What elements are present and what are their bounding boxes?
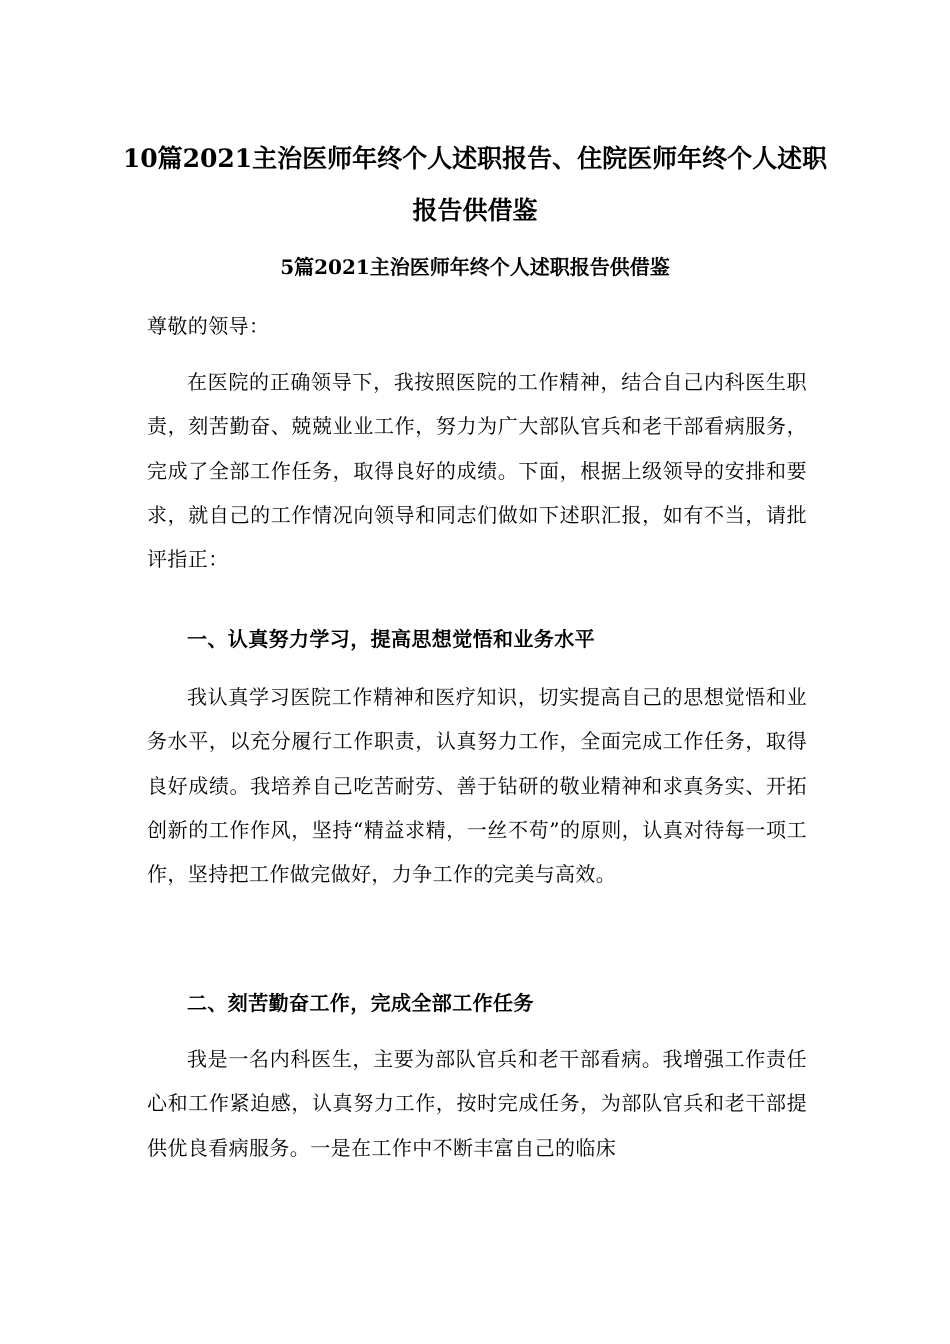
document-subtitle: 5篇2021主治医师年终个人述职报告供借鉴 [280, 255, 670, 279]
intro-paragraph: 在医院的正确领导下，我按照医院的工作精神，结合自己内科医生职责，刻苦勤奋、兢兢业业工作，努力为广大部队官兵和老干部看病服务，完成了全部工作任务，取得良好的成绩。下面，根据上级领导的安排和要求，就自己的工作情况向领导和同志们做如下述职汇报，如有不当，请批评指正： [147, 370, 807, 572]
section-2-paragraph: 我是一名内科医生，主要为部队官兵和老干部看病。我增强工作责任心和工作紧迫感，认真努力工作，按时完成任务，为部队官兵和老干部提供优良看病服务。一是在工作中不断丰富自己的临床 [147, 1047, 807, 1160]
section-1-heading: 一、认真努力学习，提高思想觉悟和业务水平 [187, 627, 595, 651]
document-title: 10篇2021主治医师年终个人述职报告、住院医师年终个人述职报告供借鉴 [122, 144, 828, 225]
section-1-paragraph: 我认真学习医院工作精神和医疗知识，切实提高自己的思想觉悟和业务水平，以充分履行工作职责，认真努力工作，全面完成工作任务，取得良好成绩。我培养自己吃苦耐劳、善于钻研的敬业精神和求真务实、开拓创新的工作作风，坚持“精益求精，一丝不苟”的原则，认真对待每一项工作，坚持把工作做完做好，力争工作的完美与高效。 [147, 685, 807, 887]
salutation: 尊敬的领导： [147, 314, 270, 338]
section-2-heading: 二、刻苦勤奋工作，完成全部工作任务 [187, 991, 534, 1015]
